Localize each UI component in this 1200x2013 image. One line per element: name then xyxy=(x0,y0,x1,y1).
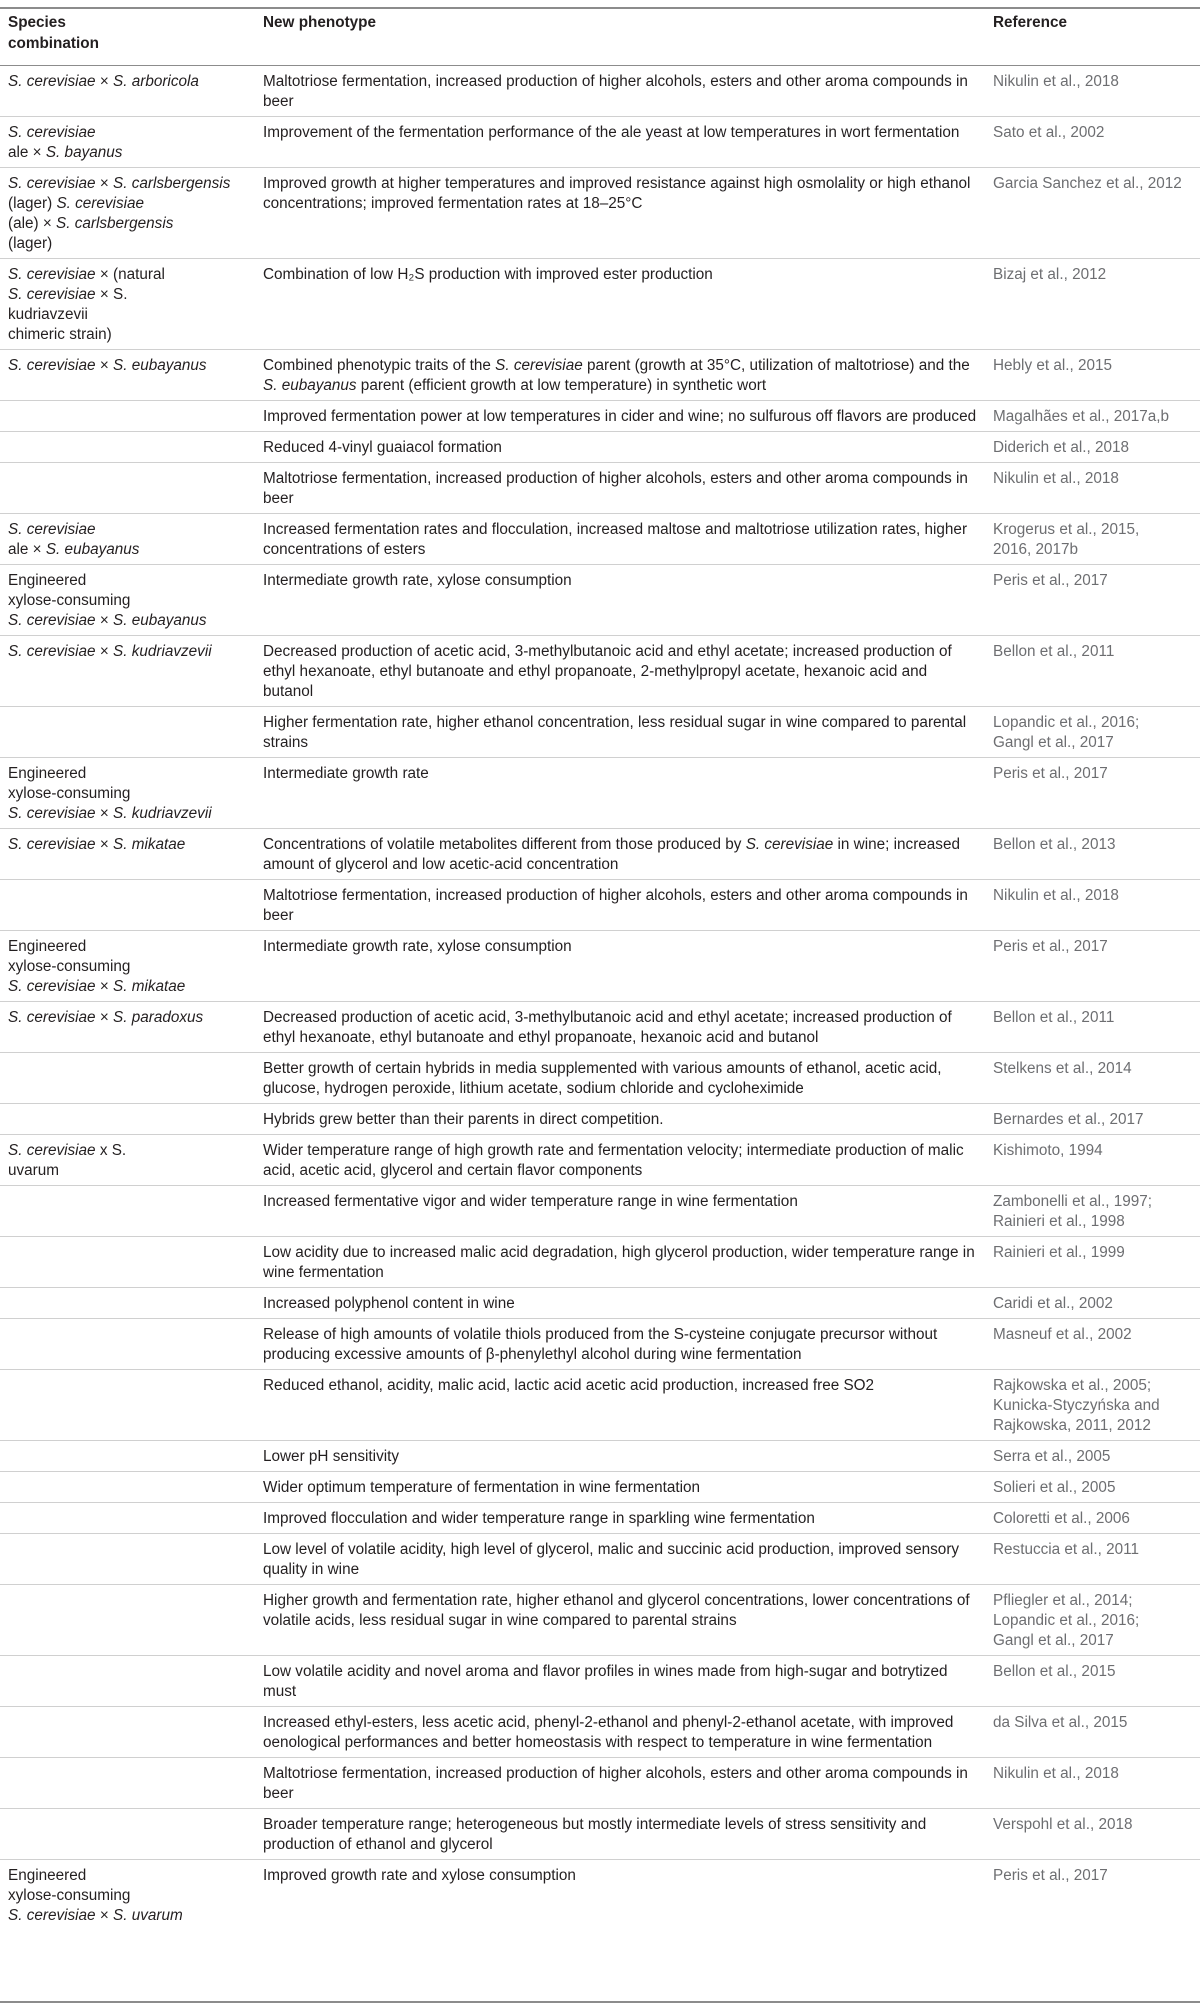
phenotype-cell: Maltotriose fermentation, increased production of higher alcohols, esters and other aroma compounds in beer xyxy=(263,887,968,924)
table-row xyxy=(0,1288,1200,1319)
table-row xyxy=(0,66,1200,117)
reference-cell: Caridi et al., 2002 xyxy=(993,1295,1113,1312)
table-row xyxy=(0,931,1200,1002)
species-cell: Engineered xylose-consuming S. cerevisiae × S. mikatae xyxy=(8,938,186,995)
reference-cell: Peris et al., 2017 xyxy=(993,1867,1108,1884)
reference-cell: Rajkowska et al., 2005; Kunicka-Styczyńska and Rajkowska, 2011, 2012 xyxy=(993,1377,1160,1434)
reference-cell: Coloretti et al., 2006 xyxy=(993,1510,1130,1527)
phenotype-cell: Improved growth at higher temperatures and improved resistance against high osmolality or high ethanol concentrations; improved fermentation rates at 18–25°C xyxy=(263,175,971,212)
phenotype-cell: Intermediate growth rate xyxy=(263,765,429,782)
phenotype-cell: Decreased production of acetic acid, 3-methylbutanoic acid and ethyl acetate; increased production of ethyl hexanoate, ethyl butanoate and ethyl propanoate, hexanoic acid and butanol xyxy=(263,1009,952,1046)
species-cell: Engineered xylose-consuming S. cerevisiae × S. uvarum xyxy=(8,1867,183,1924)
species-cell: S. cerevisiae ale × S. eubayanus xyxy=(8,521,140,558)
species-cell xyxy=(0,1186,255,1237)
species-cell xyxy=(0,1707,255,1758)
reference-cell: Stelkens et al., 2014 xyxy=(993,1060,1132,1077)
phenotype-cell: Improvement of the fermentation performance of the ale yeast at low temperatures in wort fermentation xyxy=(263,124,960,141)
table-row xyxy=(0,1186,1200,1237)
table-row xyxy=(0,1319,1200,1370)
phenotype-cell: Increased fermentative vigor and wider temperature range in wine fermentation xyxy=(263,1193,798,1210)
phenotype-cell: Improved growth rate and xylose consumption xyxy=(263,1867,576,1884)
header-row xyxy=(0,0,1200,66)
reference-cell: Nikulin et al., 2018 xyxy=(993,73,1119,90)
phenotype-cell: Intermediate growth rate, xylose consumption xyxy=(263,938,572,955)
reference-cell: Hebly et al., 2015 xyxy=(993,357,1113,374)
reference-cell: Bizaj et al., 2012 xyxy=(993,266,1107,283)
species-cell xyxy=(0,432,255,463)
reference-cell: Nikulin et al., 2018 xyxy=(993,470,1119,487)
reference-cell: Diderich et al., 2018 xyxy=(993,439,1130,456)
phenotype-cell: Wider temperature range of high growth rate and fermentation velocity; intermediate production of malic acid, acetic acid, glycerol and certain flavor components xyxy=(263,1142,964,1179)
species-cell xyxy=(0,1237,255,1288)
phenotype-cell: Combination of low H₂S production with improved ester production xyxy=(263,266,713,283)
phenotype-cell: Better growth of certain hybrids in media supplemented with various amounts of ethanol, acetic acid, glucose, hydrogen peroxide, lithium acetate, sodium chloride and cycloheximide xyxy=(263,1060,942,1097)
phenotype-cell: Lower pH sensitivity xyxy=(263,1448,400,1465)
reference-cell: Bellon et al., 2011 xyxy=(993,643,1115,660)
reference-cell: Masneuf et al., 2002 xyxy=(993,1326,1132,1343)
table-row xyxy=(0,259,1200,350)
table-row xyxy=(0,117,1200,168)
species-cell xyxy=(0,1758,255,1809)
table-row xyxy=(0,1237,1200,1288)
table-row xyxy=(0,758,1200,829)
table-row xyxy=(0,1135,1200,1186)
reference-cell: Magalhães et al., 2017a,b xyxy=(993,408,1170,425)
species-cell: S. cerevisiae ale × S. bayanus xyxy=(8,124,123,161)
table-row xyxy=(0,463,1200,514)
reference-cell: Kishimoto, 1994 xyxy=(993,1142,1103,1159)
reference-cell: Garcia Sanchez et al., 2012 xyxy=(993,175,1182,192)
table-row xyxy=(0,514,1200,565)
reference-cell: Krogerus et al., 2015, 2016, 2017b xyxy=(993,521,1140,558)
table-row xyxy=(0,432,1200,463)
reference-cell: Nikulin et al., 2018 xyxy=(993,887,1119,904)
species-cell xyxy=(0,1585,255,1656)
table-row xyxy=(0,1472,1200,1503)
species-cell: S. cerevisiae × S. carlsbergensis (lager) S. cerevisiae (ale) × S. carlsbergensis (lager) xyxy=(8,175,231,252)
table-row xyxy=(0,1585,1200,1656)
species-cell xyxy=(0,1503,255,1534)
species-cell xyxy=(0,1809,255,1860)
column-header-species: Species combination xyxy=(8,14,99,52)
phenotype-cell: Increased ethyl-esters, less acetic acid, phenyl-2-ethanol and phenyl-2-ethanol acetate, with improved oenological performances and better homeostasis with respect to temperature in wine fermentation xyxy=(263,1714,954,1751)
reference-cell: Rainieri et al., 1999 xyxy=(993,1244,1125,1261)
phenotype-cell: Combined phenotypic traits of the S. cerevisiae parent (growth at 35°C, utilization of maltotriose) and the S. eubayanus parent (efficient growth at low temperature) in synthetic wort xyxy=(263,357,970,394)
reference-cell: Bellon et al., 2013 xyxy=(993,836,1116,853)
species-cell xyxy=(0,1441,255,1472)
reference-cell: Verspohl et al., 2018 xyxy=(993,1816,1133,1833)
phenotype-cell: Hybrids grew better than their parents in direct competition. xyxy=(263,1111,664,1128)
species-cell: S. cerevisiae × S. arboricola xyxy=(8,73,199,90)
phenotype-cell: Improved fermentation power at low temperatures in cider and wine; no sulfurous off flavors are produced xyxy=(263,408,977,425)
species-cell xyxy=(0,463,255,514)
table-row xyxy=(0,565,1200,636)
table-row xyxy=(0,1441,1200,1472)
reference-cell: Peris et al., 2017 xyxy=(993,938,1108,955)
table-row xyxy=(0,829,1200,880)
reference-cell: Peris et al., 2017 xyxy=(993,765,1108,782)
species-cell xyxy=(0,401,255,432)
species-cell xyxy=(0,1053,255,1104)
table-row xyxy=(0,1053,1200,1104)
table-row xyxy=(0,1104,1200,1135)
table-row xyxy=(0,1503,1200,1534)
reference-cell: Lopandic et al., 2016; Gangl et al., 2017 xyxy=(993,714,1140,751)
species-cell: Engineered xylose-consuming S. cerevisiae × S. kudriavzevii xyxy=(8,765,212,822)
phenotype-cell: Low acidity due to increased malic acid degradation, high glycerol production, wider temperature range in wine fermentation xyxy=(263,1244,975,1281)
species-cell xyxy=(0,1319,255,1370)
species-cell: S. cerevisiae × S. paradoxus xyxy=(8,1009,204,1026)
reference-cell: Pfliegler et al., 2014; Lopandic et al., 2016; Gangl et al., 2017 xyxy=(993,1592,1140,1649)
reference-cell: Peris et al., 2017 xyxy=(993,572,1108,589)
phenotype-cell: Increased polyphenol content in wine xyxy=(263,1295,515,1312)
phenotype-cell: Higher fermentation rate, higher ethanol concentration, less residual sugar in wine compared to parental strains xyxy=(263,714,967,751)
table-row xyxy=(0,350,1200,401)
phenotype-cell: Concentrations of volatile metabolites different from those produced by S. cerevisiae in wine; increased amount of glycerol and low acetic-acid concentration xyxy=(263,836,960,873)
table-row xyxy=(0,1809,1200,1860)
species-cell: S. cerevisiae × (natural S. cerevisiae × S. kudriavzevii chimeric strain) xyxy=(8,266,165,343)
phenotype-cell: Intermediate growth rate, xylose consumption xyxy=(263,572,572,589)
reference-cell: Bellon et al., 2015 xyxy=(993,1663,1116,1680)
table-row xyxy=(0,1534,1200,1585)
table-row xyxy=(0,1707,1200,1758)
reference-cell: Serra et al., 2005 xyxy=(993,1448,1111,1465)
species-cell xyxy=(0,1288,255,1319)
reference-cell: da Silva et al., 2015 xyxy=(993,1714,1128,1731)
table-bottom-rule xyxy=(0,2001,1200,2003)
species-cell: S. cerevisiae × S. kudriavzevii xyxy=(8,643,212,660)
species-cell xyxy=(0,1104,255,1135)
phenotype-cell: Decreased production of acetic acid, 3-methylbutanoic acid and ethyl acetate; increased production of ethyl hexanoate, ethyl butanoate and ethyl propanoate, 2-methylpropyl acetate, hexanoic acid and butanol xyxy=(263,643,952,700)
phenotype-cell: Reduced 4-vinyl guaiacol formation xyxy=(263,439,502,456)
species-cell xyxy=(0,1472,255,1503)
phenotype-cell: Reduced ethanol, acidity, malic acid, lactic acid acetic acid production, increased free SO2 xyxy=(263,1377,875,1394)
phenotype-cell: Higher growth and fermentation rate, higher ethanol and glycerol concentrations, lower concentrations of volatile acids, less residual sugar in wine compared to parental strains xyxy=(263,1592,970,1629)
reference-cell: Sato et al., 2002 xyxy=(993,124,1105,141)
species-cell xyxy=(0,1534,255,1585)
reference-cell: Bernardes et al., 2017 xyxy=(993,1111,1144,1128)
species-cell: Engineered xylose-consuming S. cerevisiae × S. eubayanus xyxy=(8,572,207,629)
column-header-reference: Reference xyxy=(993,14,1067,31)
species-cell: S. cerevisiae x S. uvarum xyxy=(8,1142,127,1179)
table-row xyxy=(0,1370,1200,1441)
reference-cell: Restuccia et al., 2011 xyxy=(993,1541,1139,1558)
species-cell: S. cerevisiae × S. eubayanus xyxy=(8,357,207,374)
table-row xyxy=(0,1758,1200,1809)
table-row xyxy=(0,1656,1200,1707)
table-row xyxy=(0,707,1200,758)
species-cell xyxy=(0,707,255,758)
phenotype-cell: Maltotriose fermentation, increased production of higher alcohols, esters and other aroma compounds in beer xyxy=(263,1765,968,1802)
phenotype-cell: Maltotriose fermentation, increased production of higher alcohols, esters and other aroma compounds in beer xyxy=(263,73,968,110)
table-row xyxy=(0,401,1200,432)
reference-cell: Zambonelli et al., 1997; Rainieri et al., 1998 xyxy=(993,1193,1153,1230)
phenotype-cell: Low level of volatile acidity, high level of glycerol, malic and succinic acid production, improved sensory quality in wine xyxy=(263,1541,960,1578)
phenotype-cell: Release of high amounts of volatile thiols produced from the S-cysteine conjugate precursor without producing excessive amounts of β-phenylethyl alcohol during wine fermentation xyxy=(263,1326,938,1363)
reference-cell: Solieri et al., 2005 xyxy=(993,1479,1116,1496)
table-row xyxy=(0,880,1200,931)
species-cell xyxy=(0,1656,255,1707)
species-cell xyxy=(0,880,255,931)
table-body xyxy=(0,66,1200,1930)
table-row xyxy=(0,168,1200,259)
reference-cell: Bellon et al., 2011 xyxy=(993,1009,1115,1026)
species-cell xyxy=(0,1370,255,1441)
reference-cell: Nikulin et al., 2018 xyxy=(993,1765,1119,1782)
phenotype-cell: Maltotriose fermentation, increased production of higher alcohols, esters and other aroma compounds in beer xyxy=(263,470,968,507)
table-row xyxy=(0,1860,1200,1931)
phenotype-cell: Improved flocculation and wider temperature range in sparkling wine fermentation xyxy=(263,1510,815,1527)
phenotype-cell: Increased fermentation rates and flocculation, increased maltose and maltotriose utilization rates, higher concentrations of esters xyxy=(263,521,968,558)
phenotype-cell: Broader temperature range; heterogeneous but mostly intermediate levels of stress sensitivity and production of ethanol and glycerol xyxy=(263,1816,927,1853)
column-header-phenotype: New phenotype xyxy=(263,14,377,31)
table-row xyxy=(0,1002,1200,1053)
phenotype-cell: Low volatile acidity and novel aroma and flavor profiles in wines made from high-sugar and botrytized must xyxy=(263,1663,948,1700)
table-row xyxy=(0,636,1200,707)
phenotype-cell: Wider optimum temperature of fermentation in wine fermentation xyxy=(263,1479,701,1496)
species-cell: S. cerevisiae × S. mikatae xyxy=(8,836,186,853)
